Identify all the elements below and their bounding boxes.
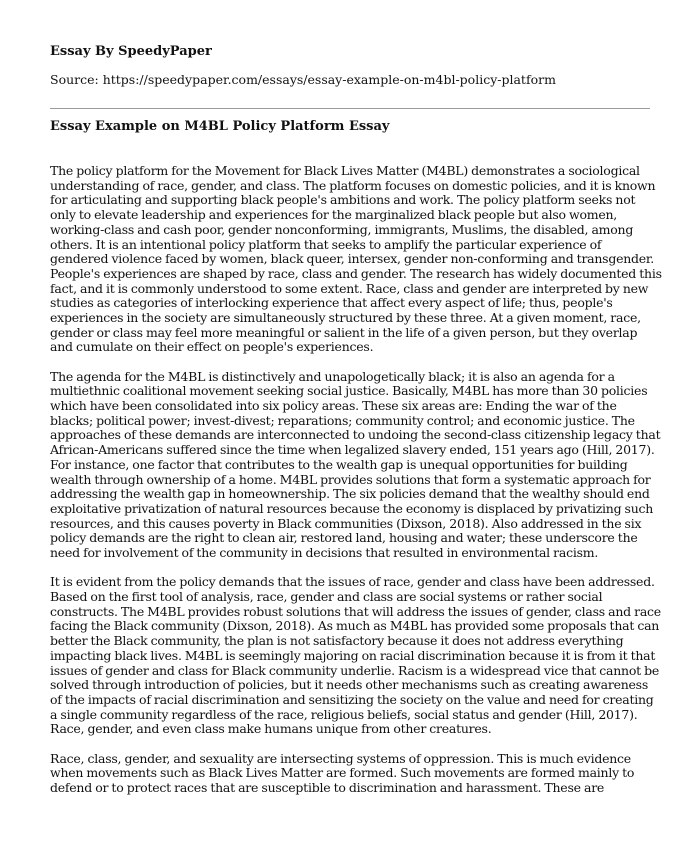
essay-body — [50, 164, 662, 810]
paragraph: The policy platform for the Movement for Black Lives Matter (M4BL) demonstrates a sociological understanding of race, gender, and class. The platform focuses on domestic policies, and it is known for articulating and supporting black people's ambitions and work. The policy platform seeks not only to elevate leadership and experiences for the marginalized black people but also women, working-class and cash poor, gender nonconforming, immigrants, Muslims, the disabled, among others. It is an intentional policy platform that seeks to amplify the particular experience of gendered violence faced by women, black queer, intersex, gender non-conforming and transgender. People's experiences are shaped by race, class and gender. The research has widely documented this fact, and it is commonly understood to some extent. Race, class and gender are interpreted by new studies as categories of interlocking experience that affect every aspect of life; thus, people's experiences in the society are simultaneously structured by these three. At a given moment, race, gender or class may feel more meaningful or salient in the life of a given person, but they overlap and cumulate on their effect on people's experiences. — [50, 163, 662, 355]
site-title: Essay By SpeedyPaper — [50, 44, 212, 59]
essay-title: Essay Example on M4BL Policy Platform Essay — [50, 119, 390, 134]
paragraph: Race, class, gender, and sexuality are intersecting systems of oppression. This is much evidence when movements such as Black Lives Matter are formed. Such movements are formed mainly to defend or to protect races that are susceptible to discrimination and harassment. These are — [50, 750, 635, 795]
header-divider — [50, 108, 650, 109]
paragraph: The agenda for the M4BL is distinctively and unapologetically black; it is also an agenda for a multiethnic coalitional movement seeking social justice. Basically, M4BL has more than 30 policies which have been consolidated into six policy areas. These six areas are: Ending the war of the blacks; political power; invest-divest; reparations; community control; and economic justice. The approaches of these demands are interconnected to undoing the second-class citizenship legacy that African-Americans suffered since the time when legalized slavery ended, 151 years ago (Hill, 2017). For instance, one factor that contributes to the wealth gap is unequal opportunities for building wealth through ownership of a home. M4BL provides solutions that form a systematic approach for addressing the wealth gap in homeownership. The six policies demand that the wealthy should end exploitative privatization of natural resources because the economy is displaced by privatizing such resources, and this causes poverty in Black communities (Dixson, 2018). Also addressed in the six policy demands are the right to clean air, restored land, housing and water; these underscore the need for involvement of the community in decisions that resulted in environmental racism. — [50, 368, 661, 561]
paragraph: It is evident from the policy demands that the issues of race, gender and class have been addressed. Based on the first tool of analysis, race, gender and class are social systems or rather social constructs. The M4BL provides robust solutions that will address the issues of gender, class and race facing the Black community (Dixson, 2018). As much as M4BL has provided some proposals that can better the Black community, the plan is not satisfactory because it does not address everything impacting black lives. M4BL is seemingly majoring on racial discrimination because it is from it that issues of gender and class for Black community underlie. Racism is a widespread vice that cannot be solved through introduction of policies, but it needs other mechanisms such as creating awareness of the impacts of racial discrimination and sensitizing the society on the value and need for creating a single community regardless of the race, religious beliefs, social status and gender (Hill, 2017). Race, gender, and even class make humans unique from other creatures. — [50, 574, 661, 737]
source-line: Source: https://speedypaper.com/essays/essay-example-on-m4bl-policy-platform — [50, 72, 556, 87]
